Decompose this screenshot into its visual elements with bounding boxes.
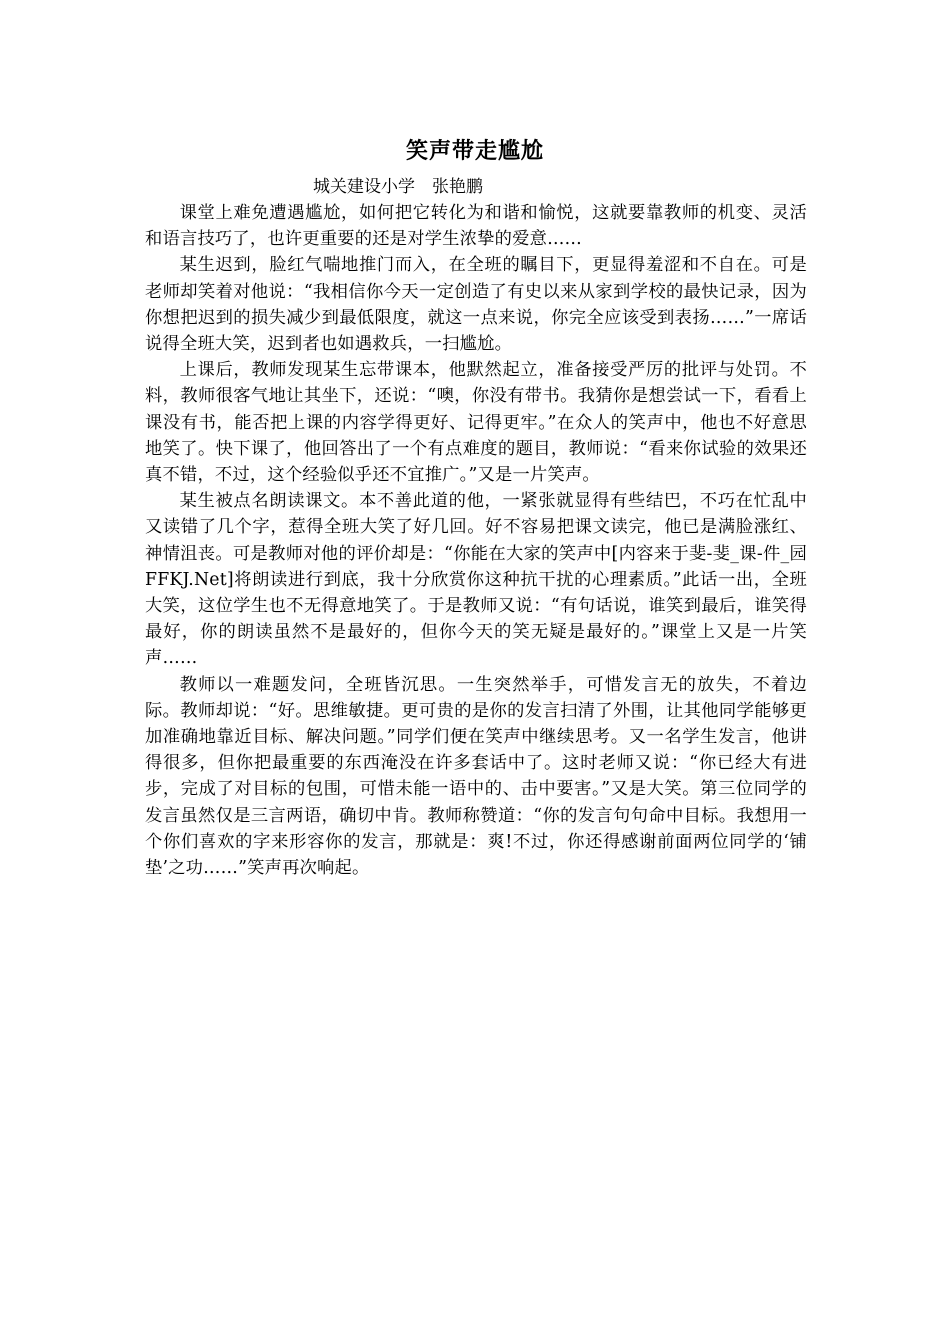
- paragraph: 教师以一难题发问，全班皆沉思。一生突然举手，可惜发言无的放失，不着边际。教师却说：“好。思维敏捷。更可贵的是你的发言扫清了外围，让其他同学能够更加准确地靠近目标、解决问题。”同学们便在笑声中继续思考。又一名学生发言，他讲得很多，但你把最重要的东西淹没在许多套话中了。这时老师又说：“你已经大有进步，完成了对目标的包围，可惜未能一语中的、击中要害。”又是大笑。第三位同学的发言虽然仅是三言两语，确切中肯。教师称赞道：“你的发言句句命中目标。我想用一个你们喜欢的字来形容你的发言，那就是：爽!不过，你还得感谢前面两位同学的‘铺垫’之功……”笑声再次响起。: [145, 674, 807, 879]
- paragraph: 课堂上难免遭遇尴尬，如何把它转化为和谐和愉悦，这就要靠教师的机变、灵活和语言技巧了，也许更重要的还是对学生浓挚的爱意……: [145, 203, 807, 250]
- document-title: 笑声带走尴尬: [405, 139, 544, 164]
- document-body: [145, 200, 807, 881]
- paragraph: 上课后，教师发现某生忘带课本，他默然起立，准备接受严厉的批评与处罚。不料，教师很客气地让其坐下，还说：“噢，你没有带书。我猜你是想尝试一下，看看上课没有书，能否把上课的内容学得更好、记得更牢。”在众人的笑声中，他也不好意思地笑了。快下课了，他回答出了一个有点难度的题目，教师说：“看来你试验的效果还真不错，不过，这个经验似乎还不宜推广。”又是一片笑声。: [145, 360, 807, 486]
- paragraph: 某生被点名朗读课文。本不善此道的他，一紧张就显得有些结巴，不巧在忙乱中又读错了几个字，惹得全班大笑了好几回。好不容易把课文读完，他已是满脸涨红、神情沮丧。可是教师对他的评价却是：“你能在大家的笑声中[内容来于斐-斐_课-件_园 FFKJ.Net]将朗读进行到底，我十分欣赏你这种抗干扰的心理素质。”此话一出，全班大笑，这位学生也不无得意地笑了。于是教师又说：“有句话说，谁笑到最后，谁笑得最好，你的朗读虽然不是最好的，但你今天的笑无疑是最好的。”课堂上又是一片笑声……: [145, 491, 807, 669]
- author-byline: 城关建设小学 张艳鹏: [313, 177, 483, 197]
- paragraph: 某生迟到，脸红气喘地推门而入，在全班的瞩目下，更显得羞涩和不自在。可是老师却笑着对他说：“我相信你今天一定创造了有史以来从家到学校的最快记录，因为你想把迟到的损失减少到最低限度，就这一点来说，你完全应该受到表扬……”一席话说得全班大笑，迟到者也如遇救兵，一扫尴尬。: [145, 255, 807, 355]
